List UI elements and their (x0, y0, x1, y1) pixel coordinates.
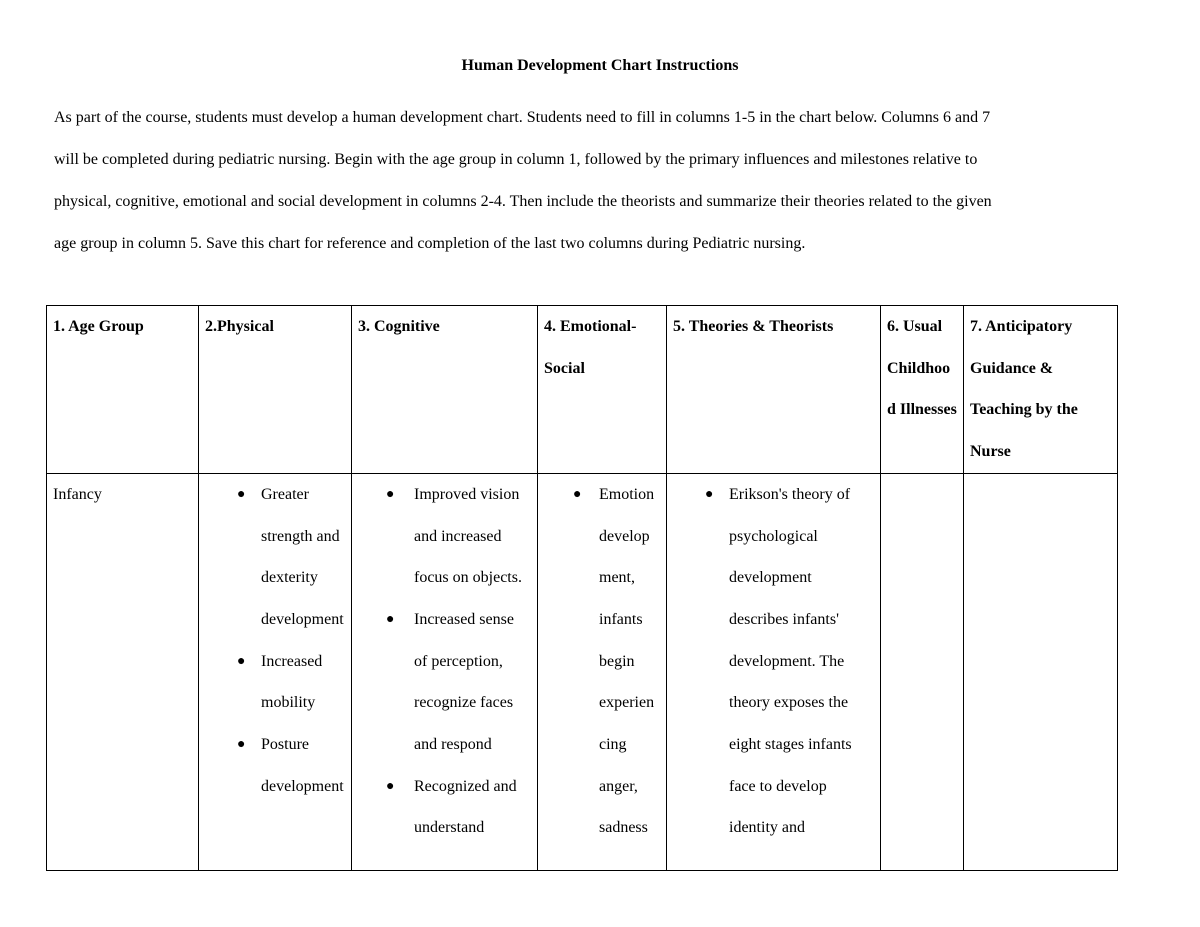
table-header-row (47, 306, 1118, 474)
header-age-group: 1. Age Group (47, 306, 199, 474)
bullet-icon: ● (237, 737, 246, 753)
header-cognitive: 3. Cognitive (352, 306, 538, 474)
list-item: ● Increased mobility (261, 641, 345, 724)
header-illnesses: 6. Usual Childhood Illnesses (881, 306, 964, 474)
bullet-icon: ● (573, 486, 582, 502)
list-item: ● Recognized and understand (414, 766, 531, 849)
header-physical: 2.Physical (199, 306, 352, 474)
bullet-icon: ● (386, 778, 395, 794)
bullet-icon: ● (386, 611, 395, 627)
human-development-chart (46, 305, 1118, 871)
bullet-icon: ● (237, 486, 246, 502)
cell-theories (667, 473, 881, 870)
cell-guidance (964, 473, 1118, 870)
header-emotional-social: 4. Emotional-Social (538, 306, 667, 474)
cell-physical (199, 473, 352, 870)
cell-illnesses (881, 473, 964, 870)
instructions-line: As part of the course, students must develop a human development chart. Students need to fill in columns 1-5 in the chart below. Columns 6 and 7 (54, 109, 991, 126)
list-item: ● Emotion development, infants begin experiencing anger, sadness (599, 474, 660, 849)
header-theories: 5. Theories & Theorists (667, 306, 881, 474)
header-guidance: 7. Anticipatory Guidance & Teaching by the Nurse (964, 306, 1118, 474)
bullet-icon: ● (386, 486, 395, 502)
list-item: ● Greater strength and dexterity development (261, 474, 345, 641)
list-item: ● Increased sense of perception, recognize faces and respond (414, 599, 531, 766)
instructions-paragraph (54, 97, 1124, 265)
bullet-icon: ● (237, 653, 246, 669)
list-item: ● Posture development (261, 724, 345, 807)
instructions-line: age group in column 5. Save this chart for reference and completion of the last two columns during Pediatric nursing. (54, 235, 806, 252)
page-title: Human Development Chart Instructions (461, 57, 739, 74)
cell-cognitive (352, 473, 538, 870)
cell-emotional-social (538, 473, 667, 870)
bullet-icon: ● (705, 486, 714, 502)
table-row (47, 473, 1118, 870)
cell-age-group: Infancy (47, 473, 199, 870)
list-item: ● Erikson's theory of psychological development describes infants' development. The theory exposes the eight stages infants face to develop identity and (729, 474, 874, 849)
list-item: ● Improved vision and increased focus on objects. (414, 474, 531, 599)
instructions-line: physical, cognitive, emotional and social development in columns 2-4. Then include the theorists and summarize their theories related to the given (54, 193, 992, 210)
instructions-line: will be completed during pediatric nursing. Begin with the age group in column 1, followed by the primary influences and milestones relative to (54, 151, 978, 168)
